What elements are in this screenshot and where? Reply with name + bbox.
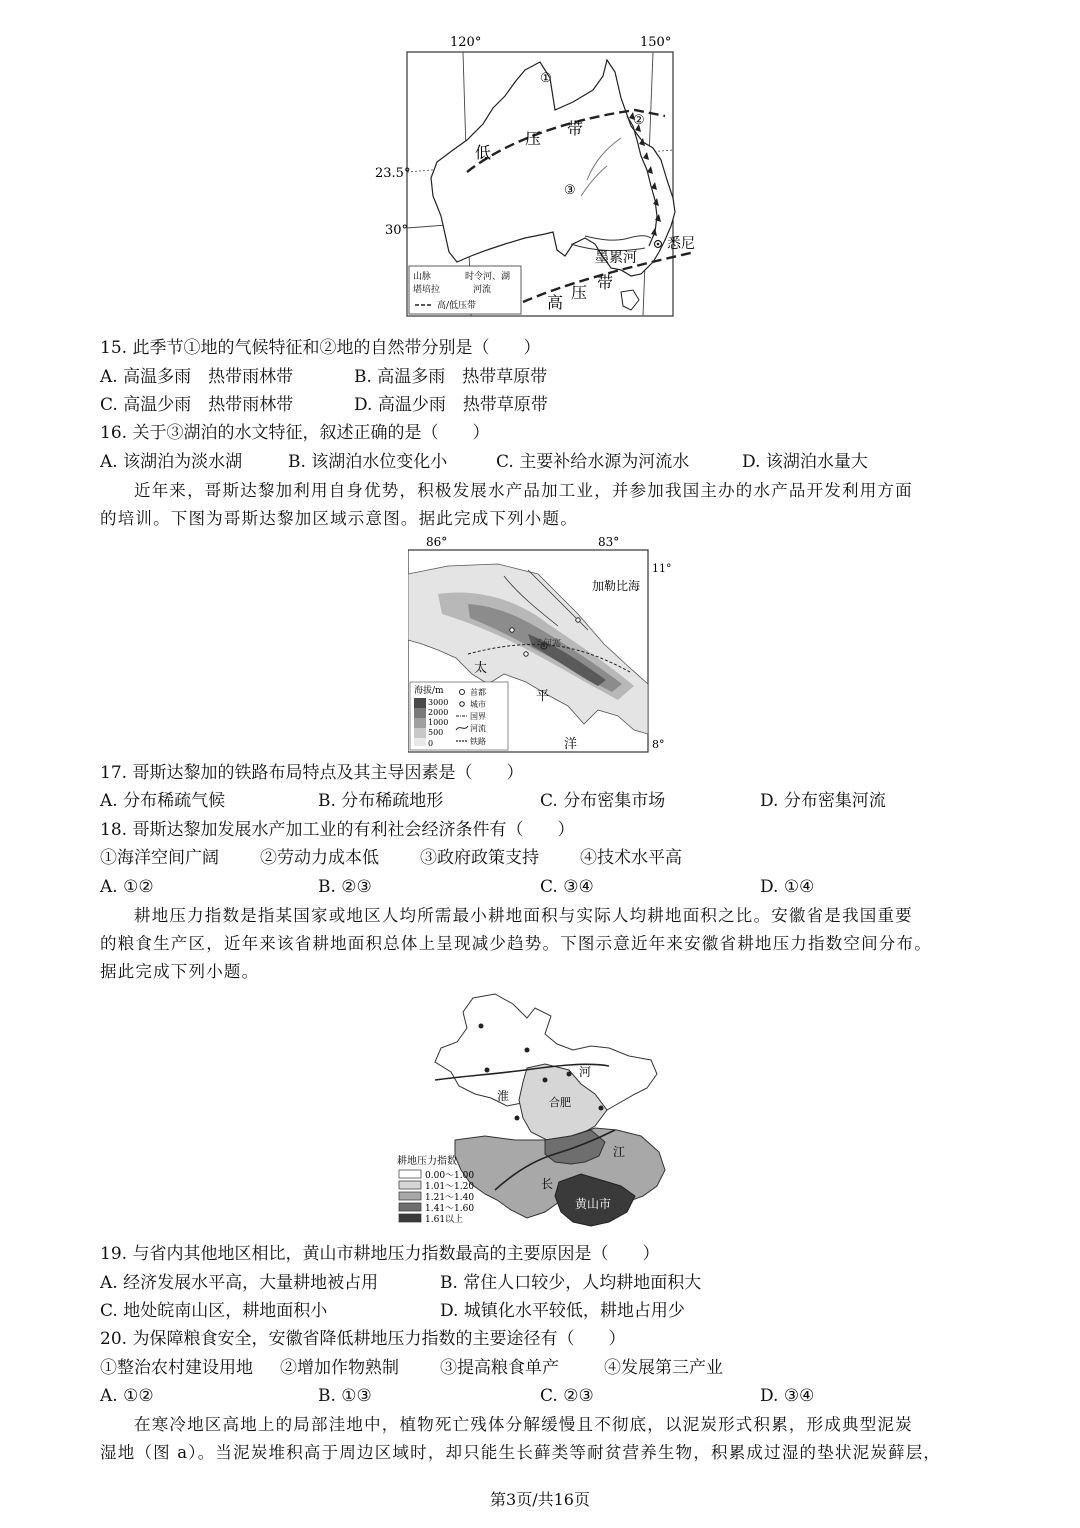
lat-label: 30° [385, 223, 409, 238]
q19-option-d[interactable]: D. 城镇化水平较低，耕地占用少 [440, 1301, 685, 1321]
lon-label: 120° [450, 35, 482, 50]
belt-char: 带 [597, 273, 614, 292]
legend-item: 堪培拉 [413, 285, 441, 295]
map-label: 淮 [497, 1089, 510, 1103]
legend-value: 2000 [428, 708, 449, 717]
legend-swatch [399, 1192, 421, 1200]
passage-line: 耕地压力指数是指某国家或地区人均所需最小耕地面积与实际人均耕地面积之比。安徽省是我国重要 [134, 906, 913, 925]
passage-line: 近年来，哥斯达黎加利用自身优势，积极发展水产品加工业，并参加我国主办的水产品开发利用方面 [134, 481, 913, 500]
anhui-legend [399, 1170, 474, 1225]
q18-item: ④技术水平高 [580, 848, 682, 868]
q17-option-c[interactable]: C. 分布密集市场 [540, 791, 666, 811]
q20-option-a[interactable]: A. ①② [100, 1386, 154, 1406]
q18-item: ③政府政策支持 [420, 848, 539, 868]
legend-value: 1000 [428, 718, 449, 727]
map-label: 长 [541, 1177, 554, 1191]
legend-item: 1.01～1.20 [425, 1182, 475, 1192]
legend-swatch [399, 1214, 421, 1222]
q18-option-a[interactable]: A. ①② [100, 877, 154, 897]
q16-option-a[interactable]: A. 该湖泊为淡水湖 [100, 452, 243, 472]
anhui-map [395, 990, 695, 1230]
river-label: 墨累河 [595, 250, 637, 266]
q15-option-c[interactable]: C. 高温少雨 热带雨林带 [100, 395, 294, 415]
q20-item: ④发展第三产业 [604, 1358, 723, 1378]
legend-item: 1.61以上 [425, 1215, 464, 1225]
point-2: ② [633, 113, 645, 128]
q20-option-d[interactable]: D. ③④ [760, 1386, 815, 1406]
legend-title: 海拔/m [414, 686, 444, 696]
legend-item: 河流 [473, 285, 492, 295]
q20-item: ③提高粮食单产 [440, 1358, 559, 1378]
point-3: ③ [564, 183, 576, 198]
legend-item: 城市 [470, 700, 486, 709]
lat-label: 11° [652, 562, 672, 575]
legend-item: 铁路 [470, 737, 486, 746]
q17-option-b[interactable]: B. 分布稀疏地形 [318, 791, 444, 811]
legend-item: 国界 [470, 712, 486, 721]
map-label: 河 [579, 1065, 592, 1079]
legend-value: 0 [428, 739, 434, 748]
q17-option-a[interactable]: A. 分布稀疏气候 [100, 791, 226, 811]
q19-stem: 19. 与省内其他地区相比，黄山市耕地压力指数最高的主要原因是（ ） [100, 1244, 660, 1264]
q15-option-d[interactable]: D. 高温少雨 热带草原带 [354, 395, 548, 415]
passage-line: 据此完成下列小题。 [100, 962, 260, 981]
legend-value: 500 [428, 728, 444, 737]
q20-item: ①整治农村建设用地 [100, 1358, 253, 1378]
costa-rica-map [408, 534, 680, 756]
ocean-char: 平 [536, 689, 550, 704]
lon-label: 83° [598, 535, 620, 549]
lat-label: 8° [652, 738, 665, 751]
passage-line: 湿地（图 a）。当泥炭堆积高于周边区域时，却只能生长藓类等耐贫营养生物，积累成过湿的垫状泥炭藓层， [100, 1443, 942, 1462]
belt-char: 高 [547, 293, 564, 312]
legend-item: 河流 [470, 724, 486, 733]
q18-option-b[interactable]: B. ②③ [318, 877, 372, 897]
belt-char: 压 [525, 129, 542, 148]
q16-stem: 16. 关于③湖泊的水文特征，叙述正确的是（ ） [100, 423, 490, 443]
australia-map [375, 30, 715, 322]
q15-option-a[interactable]: A. 高温多雨 热带雨林带 [100, 367, 294, 387]
lat-label: 23.5° [375, 166, 411, 181]
ocean-char: 太 [474, 661, 488, 676]
legend-item: 1.21～1.40 [425, 1193, 475, 1203]
q18-option-c[interactable]: C. ③④ [540, 877, 594, 897]
map-label: 江 [613, 1145, 626, 1159]
q15-stem: 15. 此季节①地的气候特征和②地的自然带分别是（ ） [100, 338, 541, 358]
q19-option-c[interactable]: C. 地处皖南山区，耕地面积小 [100, 1301, 328, 1321]
q18-item: ②劳动力成本低 [260, 848, 379, 868]
lon-label: 86° [426, 535, 448, 549]
city-label: 悉尼 [667, 236, 695, 252]
map-label: 黄山市 [575, 1197, 612, 1211]
passage-line: 在寒冷地区高地上的局部洼地中，植物死亡残体分解缓慢且不彻底，以泥炭形式积累，形成典型泥炭 [134, 1415, 913, 1434]
capital-label: 圣何塞 [534, 639, 562, 649]
legend-item: 时令河、湖 [465, 272, 511, 282]
q17-option-d[interactable]: D. 分布密集河流 [760, 791, 886, 811]
passage-line: 的培训。下图为哥斯达黎加区域示意图。据此完成下列小题。 [100, 509, 578, 528]
q18-item: ①海洋空间广阔 [100, 848, 219, 868]
legend-item: 山脉 [413, 272, 432, 282]
belt-char: 带 [567, 119, 584, 138]
q17-stem: 17. 哥斯达黎加的铁路布局特点及其主导因素是（ ） [100, 763, 524, 783]
q18-stem: 18. 哥斯达黎加发展水产加工业的有利社会经济条件有（ ） [100, 820, 575, 840]
passage-2 [100, 902, 980, 986]
q19-option-b[interactable]: B. 常住人口较少，人均耕地面积大 [440, 1273, 702, 1293]
q15-option-b[interactable]: B. 高温多雨 热带草原带 [354, 367, 548, 387]
passage-3 [100, 1411, 980, 1467]
legend-title: 耕地压力指数 [397, 1156, 457, 1167]
legend-swatch [399, 1170, 421, 1178]
passage-line: 的粮食生产区，近年来该省耕地面积总体上呈现减少趋势。下图示意近年来安徽省耕地压力指数空间分布。 [100, 934, 932, 953]
q19-option-a[interactable]: A. 经济发展水平高，大量耕地被占用 [100, 1273, 379, 1293]
q20-stem: 20. 为保障粮食安全，安徽省降低耕地压力指数的主要途径有（ ） [100, 1329, 626, 1349]
sea-label: 加勒比海 [592, 579, 641, 593]
point-1: ① [540, 71, 552, 86]
q20-item: ②增加作物熟制 [280, 1358, 399, 1378]
page-footer: 第3页/共16页 [490, 1490, 590, 1509]
q18-option-d[interactable]: D. ①④ [760, 877, 815, 897]
legend-swatch [399, 1203, 421, 1211]
lon-label: 150° [640, 35, 672, 50]
legend-item: 1.41～1.60 [425, 1204, 475, 1214]
legend-value: 3000 [428, 698, 449, 707]
ocean-char: 洋 [564, 737, 578, 752]
belt-char: 压 [571, 283, 588, 302]
q16-option-b[interactable]: B. 该湖泊水位变化小 [288, 452, 448, 472]
legend-swatch [399, 1181, 421, 1189]
q20-option-c[interactable]: C. ②③ [540, 1386, 594, 1406]
map-label: 合肥 [549, 1096, 571, 1109]
belt-char: 低 [475, 143, 492, 162]
passage-1 [100, 477, 980, 533]
legend-item: 0.00～1.00 [425, 1171, 475, 1181]
q20-option-b[interactable]: B. ①③ [318, 1386, 372, 1406]
legend-item: 首都 [470, 688, 486, 697]
legend-item: 高/低压带 [437, 301, 477, 311]
q16-option-d[interactable]: D. 该湖泊水量大 [742, 452, 868, 472]
q16-option-c[interactable]: C. 主要补给水源为河流水 [496, 452, 690, 472]
